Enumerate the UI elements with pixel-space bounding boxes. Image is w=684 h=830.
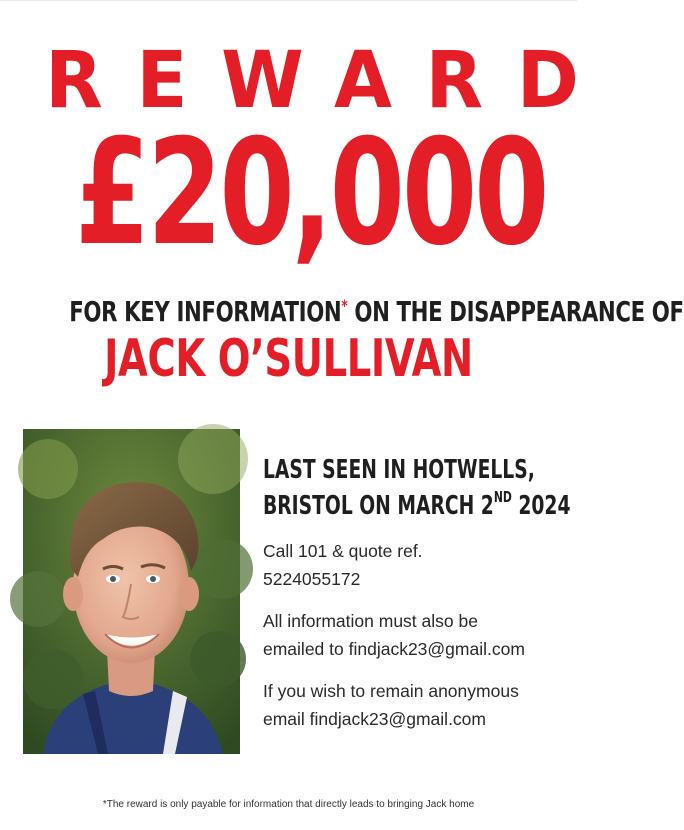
missing-person-name: JACK O’SULLIVAN (104, 329, 473, 389)
reference-number: 5224055172 (263, 569, 361, 589)
anonymous-instructions (263, 677, 563, 733)
last-seen-line-2 (263, 488, 571, 524)
call-line-1: Call 101 & quote ref. (263, 541, 423, 561)
anonymous-line-2: email findjack23@gmail.com (263, 709, 486, 729)
subheading-suffix: ON THE DISAPPEARANCE OF (347, 295, 684, 328)
information-subheading (69, 290, 684, 328)
reward-footnote: *The reward is only payable for information that directly leads to bringing Jack home (102, 799, 475, 810)
footnote-asterisk: * (341, 296, 348, 315)
email-instructions (263, 607, 563, 663)
anonymous-line-1: If you wish to remain anonymous (263, 681, 519, 701)
date-ordinal-suffix: ND (493, 488, 512, 506)
portrait-image (23, 429, 240, 754)
last-seen-heading (263, 452, 571, 524)
subheading-prefix: FOR KEY INFORMATION (69, 295, 342, 328)
last-seen-date-prefix: BRISTOL ON MARCH 2 (263, 491, 494, 521)
email-line-1: All information must also be (263, 611, 478, 631)
last-seen-year: 2024 (511, 491, 571, 521)
reward-heading: REWARD (45, 36, 613, 126)
call-instructions (263, 537, 563, 593)
email-line-2: emailed to findjack23@gmail.com (263, 639, 525, 659)
top-border (0, 0, 577, 1)
last-seen-line-1: LAST SEEN IN HOTWELLS, (263, 455, 535, 485)
missing-person-photo (23, 429, 240, 754)
reward-amount: £20,000 (75, 108, 547, 278)
